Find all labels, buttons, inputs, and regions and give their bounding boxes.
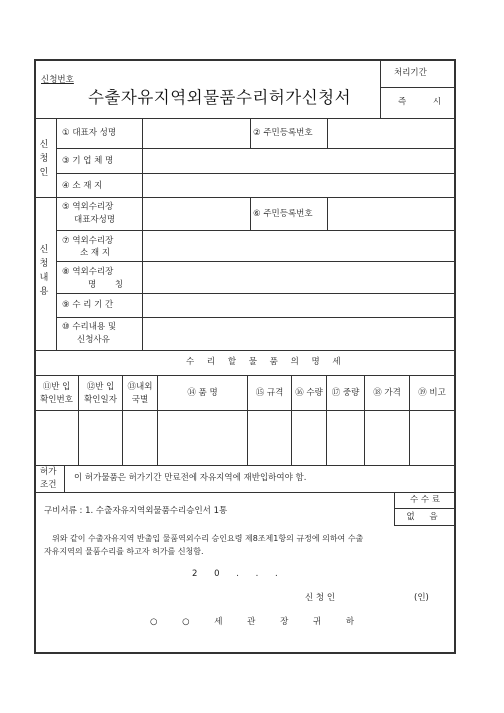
applicant-section-bottom [34,197,455,198]
application-number-label: 신청번호 [41,75,74,85]
company-label: ③ 기 업 체 명 [62,156,114,166]
applicant-row2-bottom [56,173,455,174]
declaration-line-2: 자유지역의 물품수리를 하고자 허가를 신청함. [44,547,204,556]
request-field-divider [142,197,143,351]
form-left-border [34,59,36,654]
request-row3-bottom [56,293,455,294]
applicant-signature-label: 신 청 인 [305,593,336,603]
goods-col-8-label: ⑱ 가격 [373,388,401,398]
address-label: ④ 소 재 지 [62,181,103,191]
header-bottom [34,118,455,119]
repairer-name-label-2: 명 칭 [88,280,132,290]
condition-label-2: 조건 [40,480,57,490]
fee-box-bottom [394,525,455,526]
repairer-name-label-1: ⑧ 역외수리장 [62,267,114,277]
goods-col-5-label: ⑮ 규격 [255,388,284,398]
request-id-divider-right [327,197,328,230]
rep-name-label: ① 대표자 성명 [62,128,117,138]
goods-col-3-label-1: ⑬내외 [127,382,153,392]
applicant-row1-bottom [56,148,455,149]
condition-label-1: 허가 [40,467,57,477]
repairer-address-label-1: ⑦ 역외수리장 [62,236,114,246]
goods-col-7-label: ⑰ 중량 [331,388,360,398]
repair-period-label: ⑨ 수 리 기 간 [62,300,114,310]
goods-heading-bottom [34,375,455,376]
request-label-divider [56,197,57,351]
seal-mark: (인) [414,593,429,603]
goods-col-3-label-2: 국별 [131,395,149,405]
goods-body-bottom [34,465,455,466]
goods-col-6-label: ⑯ 수량 [295,388,323,398]
declaration-line-1: 위와 같이 수출자유지역 반출입 물품역외수리 승인요령 제8조제1항의 규정에 의하여 수출 [52,534,364,543]
goods-col-1-label-2: 확인번호 [40,395,73,405]
request-row2-bottom [56,261,455,262]
form-top-border [34,59,456,61]
fee-box-divider [394,508,455,509]
header-period-divider [380,87,455,88]
header-divider [380,59,381,119]
form-bottom-border [34,652,456,654]
addressee: ○ ○ 세 관 장 귀 하 [150,617,366,627]
request-id-divider-left [250,197,251,230]
processing-period-value: 즉 시 [398,97,454,107]
request-row4-bottom [56,317,455,318]
goods-col-2-label-2: 확인일자 [84,395,117,405]
condition-label-divider [64,465,65,493]
repairer-address-label-2: 소 재 지 [80,248,111,258]
repair-reason-label-2: 신청사유 [77,335,110,345]
applicant-id-divider-left [250,118,251,148]
condition-bottom [34,492,455,493]
attachments-text: 구비서류 : 1. 수출자유지역외물품수리승인서 1통 [44,506,228,516]
applicant-section-label: 신청인 [39,140,49,178]
condition-text: 이 허가물품은 허가기간 만료전에 자유지역에 재반입하여야 함. [74,473,307,483]
goods-col-1-label-1: ⑪반 입 [42,382,71,392]
repairer-rep-label-1: ⑤ 역외수리장 [62,202,114,212]
goods-header-bottom [34,410,455,411]
fee-value: 없 음 [406,512,444,522]
applicant-label-divider [56,118,57,198]
processing-period-label: 처리기간 [394,68,427,78]
goods-heading: 수 리 할 물 품 의 명 세 [186,357,346,367]
goods-col-2-label-1: ⑫반 입 [86,382,115,392]
goods-col-9-label: ⑲ 비고 [418,388,446,398]
goods-col-4-label: ⑭ 품 명 [187,388,218,398]
applicant-id-divider-right [327,118,328,148]
request-section-label: 신청내용 [39,245,49,297]
request-row1-bottom [56,230,455,231]
rep-id-label: ② 주민등록번호 [253,128,313,138]
request-section-bottom [34,350,455,351]
form-title: 수출자유지역외물품수리허가신청서 [88,88,352,107]
applicant-field-divider [142,118,143,198]
application-date: 2 0 . . . [192,569,285,579]
repairer-id-label: ⑥ 주민등록번호 [253,209,313,219]
repair-reason-label-1: ⑩ 수리내용 및 [62,322,117,332]
fee-label: 수 수 료 [409,495,441,505]
repairer-rep-label-2: 대표자성명 [74,215,116,225]
